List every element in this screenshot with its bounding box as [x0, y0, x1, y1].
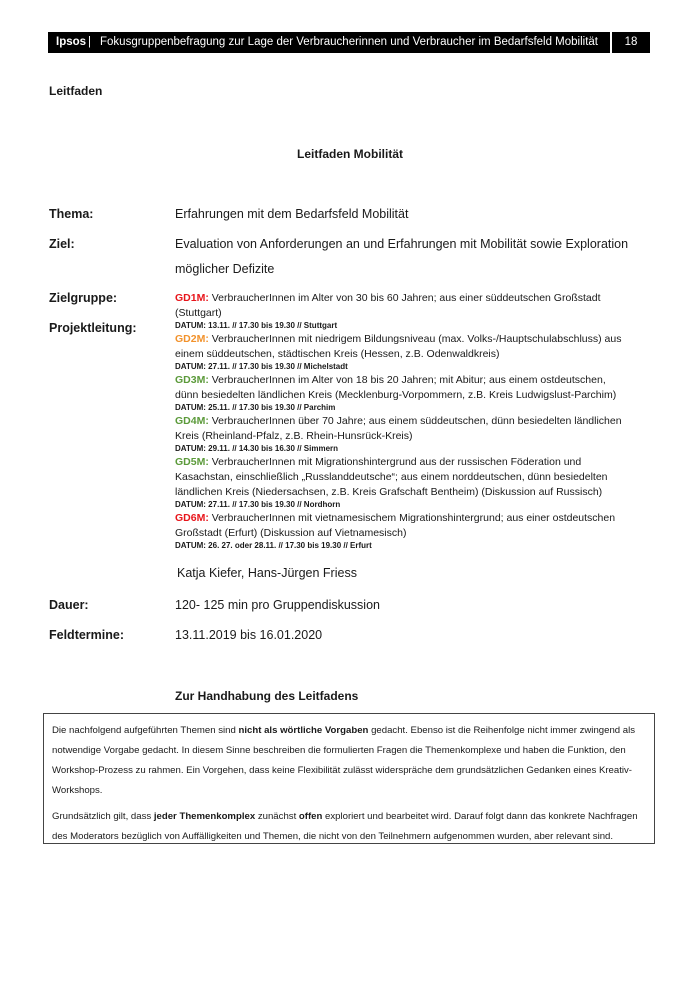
group-item	[175, 414, 625, 454]
document-title: Leitfaden Mobilität	[297, 147, 403, 161]
group-text: VerbraucherInnen im Alter von 30 bis 60 Jahren; aus einer süddeutschen Großstadt (Stuttgart)	[175, 292, 601, 319]
header-title: Fokusgruppenbefragung zur Lage der Verbraucherinnen und Verbraucher im Bedarfsfeld Mobilität	[100, 36, 599, 48]
group-date: DATUM: 29.11. // 14.30 bis 16.30 // Simmern	[175, 444, 339, 453]
group-code: GD2M:	[175, 333, 209, 345]
page-number: 18	[624, 36, 638, 48]
group-date: DATUM: 27.11. // 17.30 bis 19.30 // Michelstadt	[175, 362, 348, 371]
dauer-label: Dauer:	[49, 598, 89, 612]
group-text: VerbraucherInnen mit vietnamesischem Migrationshintergrund; aus einer ostdeutschen Großstadt (Erfurt) (Diskussion auf Vietnamesisch)	[175, 512, 616, 539]
feldtermine-value: 13.11.2019 bis 16.01.2020	[175, 628, 323, 642]
group-date: DATUM: 25.11. // 17.30 bis 19.30 // Parchim	[175, 403, 336, 412]
text-run: zunächst	[255, 811, 299, 822]
text-run: exploriert und bearbeitet wird. Darauf folgt dann das konkrete Nachfragen des Moderators bezüglich von Auffälligkeiten und Themen, die nicht von den Teilnehmern aufgenommen wurden, aber relevant sind.	[52, 811, 638, 842]
projektleitung-value: Katja Kiefer, Hans-Jürgen Friess	[177, 566, 357, 580]
section-heading: Leitfaden	[49, 84, 103, 98]
thema-value: Erfahrungen mit dem Bedarfsfeld Mobilität	[175, 207, 409, 221]
group-item	[175, 511, 625, 551]
group-item	[175, 291, 625, 331]
group-code: GD3M:	[175, 374, 209, 386]
group-date: DATUM: 26. 27. oder 28.11. // 17.30 bis 19.30 // Erfurt	[175, 541, 372, 550]
group-description	[175, 373, 625, 403]
group-item	[175, 373, 625, 413]
target-groups-list	[175, 291, 625, 552]
group-code: GD5M:	[175, 456, 209, 468]
handling-paragraph-2	[52, 807, 646, 847]
handling-paragraph-1	[52, 721, 646, 801]
text-run: Grundsätzlich gilt, dass	[52, 811, 154, 822]
group-text: VerbraucherInnen mit niedrigem Bildungsniveau (max. Volks-/Hauptschulabschluss) aus einem süddeutschen, städtischen Kreis (Hessen, z.B. Odenwaldkreis)	[175, 333, 622, 360]
group-date: DATUM: 13.11. // 17.30 bis 19.30 // Stuttgart	[175, 321, 338, 330]
emphasis-text: nicht als wörtliche Vorgaben	[238, 725, 369, 736]
header-brand: Ipsos	[56, 36, 87, 48]
projektleitung-label: Projektleitung:	[49, 321, 137, 335]
ziel-value-line2: möglicher Defizite	[175, 262, 275, 276]
group-description	[175, 414, 625, 444]
group-code: GD1M:	[175, 292, 209, 304]
group-description	[175, 455, 625, 500]
group-description	[175, 511, 625, 541]
dauer-value: 120- 125 min pro Gruppendiskussion	[175, 598, 380, 612]
group-item	[175, 455, 625, 510]
group-date: DATUM: 27.11. // 17.30 bis 19.30 // Nordhorn	[175, 500, 341, 509]
group-code: GD6M:	[175, 512, 209, 524]
group-item	[175, 332, 625, 372]
header-separator: |	[88, 36, 91, 48]
emphasis-text: jeder Themenkomplex	[153, 811, 256, 822]
text-run: Die nachfolgend aufgeführten Themen sind	[52, 725, 239, 736]
running-header	[48, 32, 650, 53]
group-text: VerbraucherInnen im Alter von 18 bis 20 Jahren; mit Abitur; aus einem ostdeutschen, dünn besiedelten ländlichen Kreis (Mecklenburg-Vorpommern, z.B. Kreis Ludwigslust-Parchim)	[175, 374, 617, 401]
ziel-value-line1: Evaluation von Anforderungen an und Erfahrungen mit Mobilität sowie Exploration	[175, 237, 629, 251]
ziel-label: Ziel:	[49, 237, 75, 251]
group-description	[175, 291, 625, 321]
thema-label: Thema:	[49, 207, 94, 221]
group-description	[175, 332, 625, 362]
feldtermine-label: Feldtermine:	[49, 628, 125, 642]
handling-box	[43, 713, 655, 844]
zielgruppe-label: Zielgruppe:	[49, 291, 118, 305]
handling-title: Zur Handhabung des Leitfadens	[175, 689, 359, 703]
group-text: VerbraucherInnen über 70 Jahre; aus einem süddeutschen, dünn besiedelten ländlichen Kreis (Rheinland-Pfalz, z.B. Rhein-Hunsrück-Kreis)	[175, 415, 622, 442]
group-text: VerbraucherInnen mit Migrationshintergrund aus der russischen Föderation und Kasachstan, einschließlich „Russlanddeutsche“; aus einem norddeutschen, dünn besiedelten ländlichen Kreis (Niedersachsen, z.B. Kreis Grafschaft Bentheim) (Diskussion auf Russisch)	[175, 456, 608, 498]
group-code: GD4M:	[175, 415, 209, 427]
text-run: gedacht. Ebenso ist die Reihenfolge nicht immer zwingend als notwendige Vorgabe gedacht. In diesem Sinne beschreiben die formulierten Fragen die Themenkomplexe und haben die Funktion, den Workshop-Prozess zu rahmen. Ein Vorgehen, dass keine Flexibilität zulässt widerspräche dem grundsätzlichen Gedanken eines Kreativ-Workshops.	[52, 725, 636, 796]
emphasis-text: offen	[298, 811, 323, 822]
